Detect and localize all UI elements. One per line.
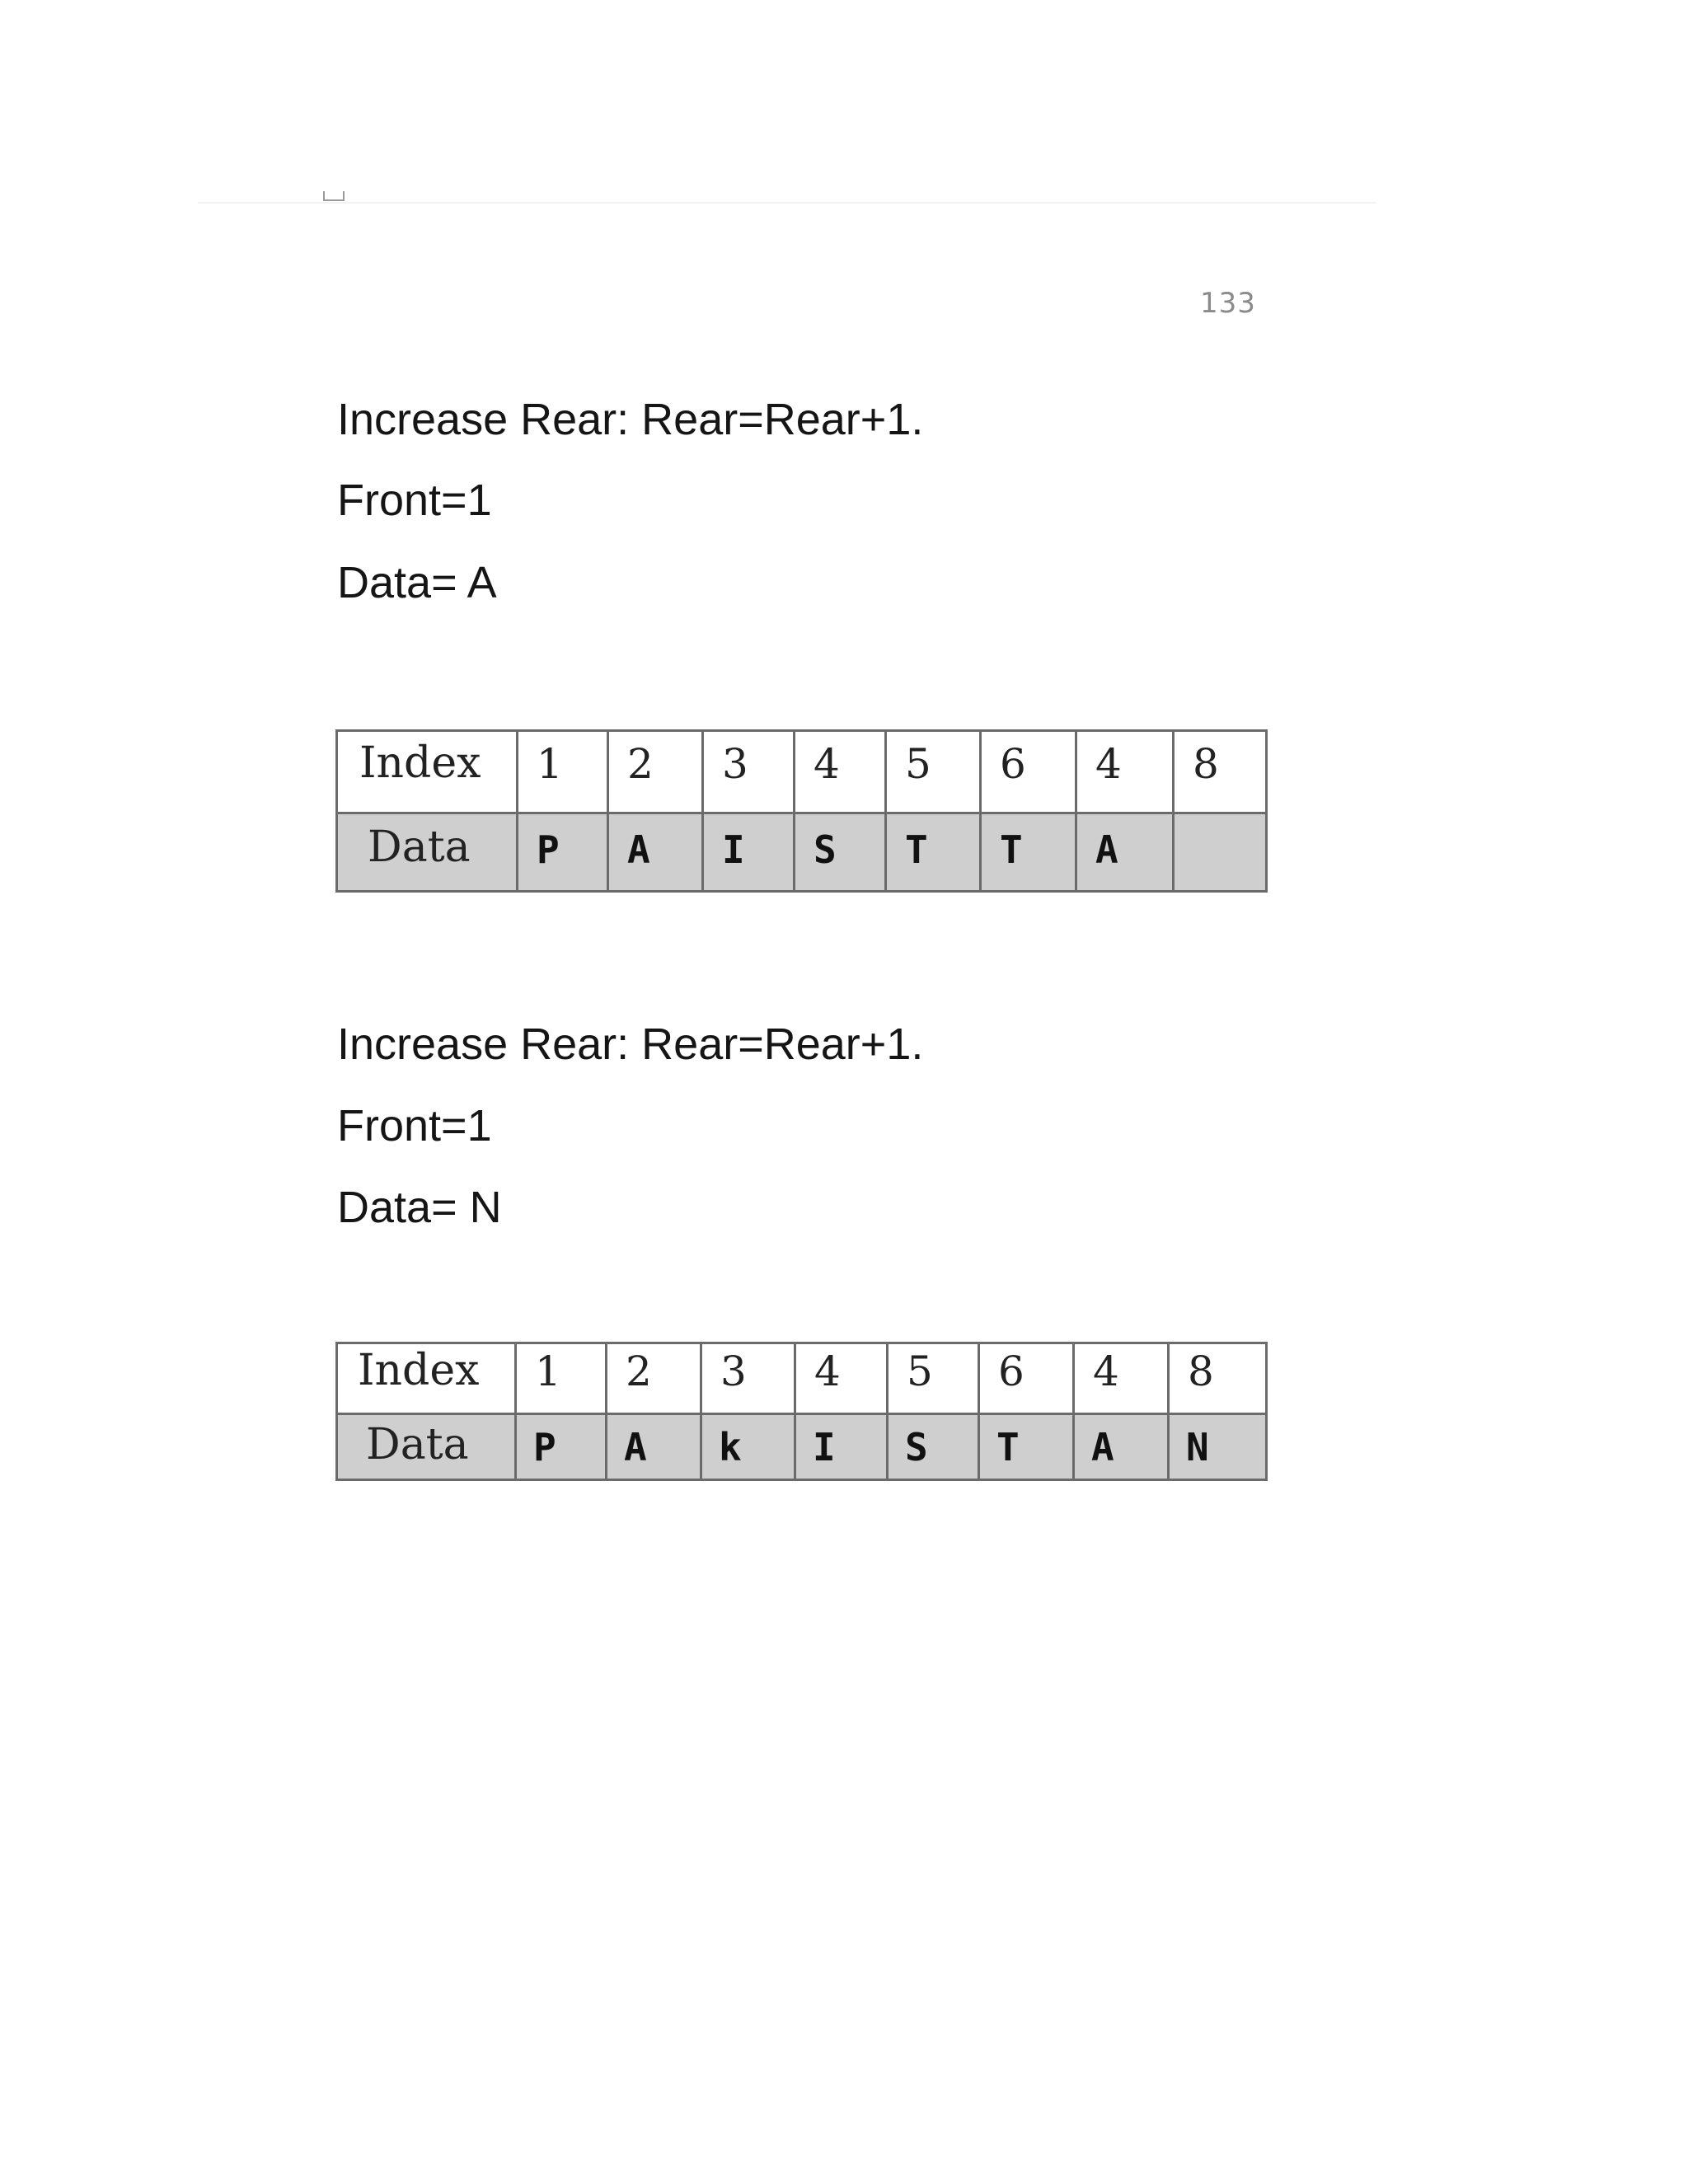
queue-table-1 bbox=[335, 729, 1268, 893]
data-cell: P bbox=[516, 1414, 607, 1480]
index-cell: 8 bbox=[1169, 1343, 1267, 1414]
index-cell: 5 bbox=[886, 731, 981, 813]
data-label: Data bbox=[337, 813, 518, 892]
index-cell: 2 bbox=[607, 1343, 701, 1414]
index-cell: 3 bbox=[701, 1343, 795, 1414]
data-cell: S bbox=[888, 1414, 979, 1480]
data-cell: T bbox=[886, 813, 981, 892]
data-cell: P bbox=[518, 813, 608, 892]
data-cell: A bbox=[1074, 1414, 1169, 1480]
data-cell: S bbox=[795, 813, 886, 892]
data-row bbox=[337, 813, 1267, 892]
queue-table-2 bbox=[335, 1342, 1268, 1481]
data-cell: A bbox=[608, 813, 703, 892]
index-label: Index bbox=[337, 731, 518, 813]
data-cell: N bbox=[1169, 1414, 1267, 1480]
index-cell: 3 bbox=[703, 731, 795, 813]
data-text-1: Data= A bbox=[337, 558, 497, 607]
index-label: Index bbox=[337, 1343, 516, 1414]
index-row bbox=[337, 731, 1267, 813]
index-cell: 5 bbox=[888, 1343, 979, 1414]
data-cell: k bbox=[701, 1414, 795, 1480]
data-cell: A bbox=[1076, 813, 1174, 892]
data-cell: T bbox=[979, 1414, 1074, 1480]
index-cell: 2 bbox=[608, 731, 703, 813]
index-row bbox=[337, 1343, 1267, 1414]
data-cell: I bbox=[703, 813, 795, 892]
data-cell: T bbox=[981, 813, 1076, 892]
index-cell: 8 bbox=[1174, 731, 1267, 813]
page-number: 133 bbox=[1200, 287, 1256, 320]
data-cell: I bbox=[795, 1414, 888, 1480]
data-label: Data bbox=[337, 1414, 516, 1480]
index-cell: 4 bbox=[795, 1343, 888, 1414]
data-cell: A bbox=[607, 1414, 701, 1480]
index-cell: 4 bbox=[1074, 1343, 1169, 1414]
step-text-2: Increase Rear: Rear=Rear+1. bbox=[337, 1019, 924, 1069]
index-cell: 6 bbox=[981, 731, 1076, 813]
header-corner-mark bbox=[323, 191, 345, 201]
data-row bbox=[337, 1414, 1267, 1480]
header-rule bbox=[198, 202, 1376, 204]
front-text-2: Front=1 bbox=[337, 1101, 492, 1151]
index-cell: 6 bbox=[979, 1343, 1074, 1414]
data-text-2: Data= N bbox=[337, 1183, 502, 1232]
index-cell: 1 bbox=[518, 731, 608, 813]
index-cell: 4 bbox=[1076, 731, 1174, 813]
data-cell-empty bbox=[1174, 813, 1267, 892]
step-text-1: Increase Rear: Rear=Rear+1. bbox=[337, 395, 924, 444]
front-text-1: Front=1 bbox=[337, 476, 492, 525]
index-cell: 1 bbox=[516, 1343, 607, 1414]
index-cell: 4 bbox=[795, 731, 886, 813]
